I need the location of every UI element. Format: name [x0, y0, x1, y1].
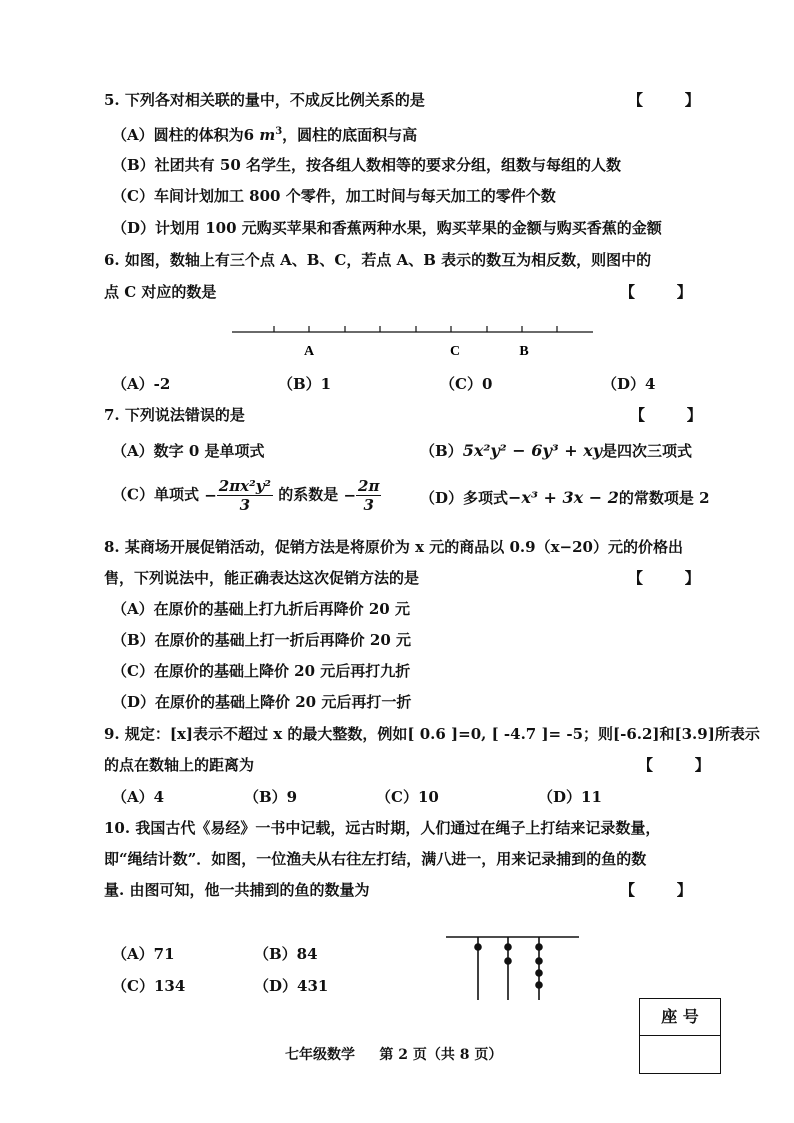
q10-option-a: （A）71 [112, 945, 175, 963]
number-line-figure [225, 318, 605, 363]
q8-option-b: （B）在原价的基础上打一折后再降价 20 元 [112, 631, 411, 649]
q6-option-d: （D）4 [602, 375, 656, 393]
q6-stem-line1: 6. 如图，数轴上有三个点 A、B、C，若点 A、B 表示的数互为相反数，则图中的 [104, 251, 652, 269]
q9-option-a: （A）4 [112, 788, 165, 806]
q7-stem: 7. 下列说法错误的是 [104, 406, 245, 424]
q5-option-a: （A）圆柱的体积为6 $m^3$，圆柱的底面积与高 [112, 126, 418, 144]
q5-answer-bracket: 【 】 [628, 91, 700, 109]
q7-answer-bracket: 【 】 [630, 406, 702, 424]
q6-answer-bracket: 【 】 [620, 283, 692, 301]
q10-option-d: （D）431 [254, 977, 329, 995]
q6-option-c: （C）0 [440, 375, 493, 393]
knot [535, 981, 543, 989]
knot [474, 943, 482, 951]
q6-option-a: （A）-2 [112, 375, 171, 393]
q6-stem-line2: 点 C 对应的数是 [104, 283, 217, 301]
q10-option-c: （C）134 [112, 977, 186, 995]
q8-option-c: （C）在原价的基础上降价 20 元后再打九折 [112, 662, 411, 680]
q9-stem-line2: 的点在数轴上的距离为 [104, 756, 255, 774]
seat-number-label: 座 号 [640, 999, 720, 1036]
q8-option-a: （A）在原价的基础上打九折后再降价 20 元 [112, 600, 410, 618]
q8-stem-line2: 售，下列说法中，能正确表达这次促销方法的是 [104, 569, 420, 587]
point-c-label: C [449, 344, 461, 359]
knot [504, 943, 512, 951]
page-footer: 七年级数学 第 2 页（共 8 页） [285, 1047, 503, 1063]
q5-option-c: （C）车间计划加工 800 个零件，加工时间与每天加工的零件个数 [112, 187, 556, 205]
knot [535, 957, 543, 965]
knot [504, 957, 512, 965]
q10-option-b: （B）84 [254, 945, 318, 963]
q9-stem-line1: 9. 规定：[x]表示不超过 x 的最大整数，例如[ 0.6 ]=0, [ -4.7 ]= -5；则[-6.2]和[3.9]所表示 [104, 725, 760, 743]
q7-option-c: （C）单项式 − $\frac{\text{2πx²y²}}{3}$ 的系数是 − $\frac{2\pi}{3}$ [112, 477, 380, 514]
q10-stem-line3: 量. 由图可知，他一共捕到的鱼的数量为 [104, 881, 370, 899]
q6-option-b: （B）1 [278, 375, 332, 393]
q5-option-b: （B）社团共有 50 名学生，按各组人数相等的要求分组，组数与每组的人数 [112, 156, 621, 174]
seat-number-field[interactable] [640, 1036, 720, 1072]
q10-answer-bracket: 【 】 [620, 881, 692, 899]
q7-option-b: （B）5x²y² − 6y³ + xy是四次三项式 [420, 441, 693, 460]
tick-marks [274, 326, 557, 332]
q8-answer-bracket: 【 】 [628, 569, 700, 587]
q5-stem: 5. 下列各对相关联的量中，不成反比例关系的是 [104, 91, 425, 109]
q9-option-d: （D）11 [538, 788, 602, 806]
q9-answer-bracket: 【 】 [638, 756, 710, 774]
q8-stem-line1: 8. 某商场开展促销活动，促销方法是将原价为 x 元的商品以 0.9（x−20）元的价格出 [104, 538, 683, 556]
q10-stem-line1: 10. 我国古代《易经》一书中记载，远古时期，人们通过在绳子上打结来记录数量， [104, 819, 661, 837]
q5-option-d: （D）计划用 100 元购买苹果和香蕉两种水果，购买苹果的金额与购买香蕉的金额 [112, 219, 662, 237]
knot [535, 943, 543, 951]
seat-number-box [639, 998, 721, 1074]
point-a-label: A [303, 344, 315, 359]
q7-option-d: （D）多项式−x³ + 3x − 2的常数项是 2 [420, 488, 710, 507]
q10-stem-line2: 即“绳结计数”．如图，一位渔夫从右往左打结，满八进一，用来记录捕到的鱼的数 [104, 850, 647, 868]
q9-option-c: （C）10 [376, 788, 439, 806]
knot-counting-figure [440, 930, 585, 1005]
q7-option-a: （A）数字 0 是单项式 [112, 442, 265, 460]
point-b-label: B [519, 344, 529, 359]
q9-option-b: （B）9 [244, 788, 298, 806]
knot [535, 969, 543, 977]
q8-option-d: （D）在原价的基础上降价 20 元后再打一折 [112, 693, 412, 711]
